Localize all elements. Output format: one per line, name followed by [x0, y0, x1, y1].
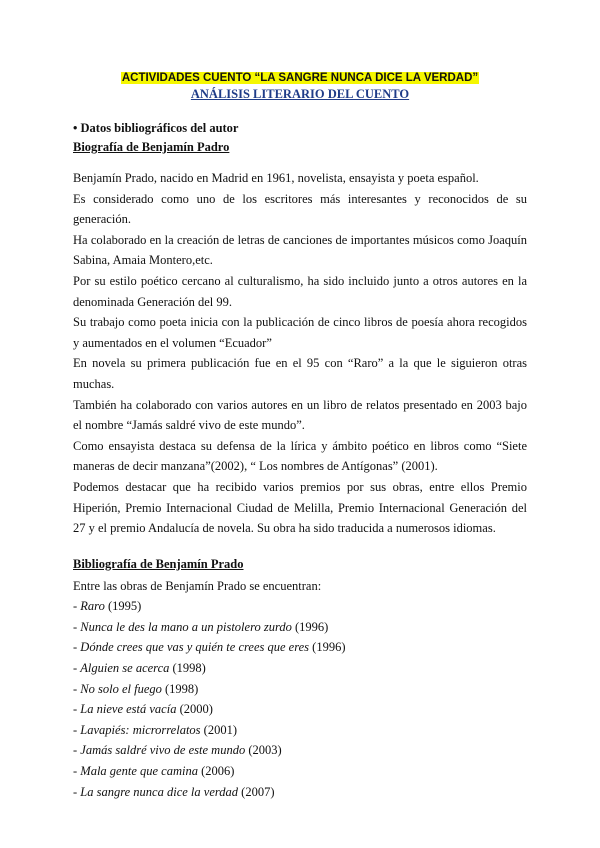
work-year: (1996)	[291, 619, 329, 634]
work-title: No solo el fuego	[80, 681, 162, 696]
list-dash: -	[73, 784, 81, 799]
list-dash: -	[73, 743, 81, 758]
work-title: La nieve está vacía	[80, 702, 177, 717]
work-title: Nunca le des la mano a un pistolero zurdo	[80, 619, 292, 634]
list-dash: -	[73, 661, 81, 676]
bio-paragraph: Podemos destacar que ha recibido varios premios por sus obras, entre ellos Premio Hiperión, Premio Internacional Ciudad de Melilla, Premio Internacional Generación del 27 y el premio Andalucía de novela. Su obra ha sido traducida a numerosos idiomas.	[73, 479, 527, 536]
bio-paragraph: Como ensayista destaca su defensa de la lírica y ámbito poético en libros como “Siete maneras de decir manzana”(2002), “ Los nombres de Antígonas” (2001).	[73, 438, 527, 474]
list-item	[73, 637, 527, 658]
work-year: (2000)	[176, 702, 213, 717]
list-item	[73, 720, 527, 741]
works-list	[73, 596, 527, 802]
work-year: (1998)	[169, 661, 206, 676]
bio-paragraph: Benjamín Prado, nacido en Madrid en 1961, novelista, ensayista y poeta español.	[73, 171, 479, 185]
list-dash: -	[73, 599, 81, 614]
work-title: Mala gente que camina	[80, 764, 198, 779]
list-dash: -	[73, 640, 81, 655]
bibliography-intro: Entre las obras de Benjamín Prado se encuentran:	[73, 578, 322, 593]
document-title	[73, 70, 527, 86]
list-item	[73, 782, 527, 803]
section-bullet-datos: • Datos bibliográficos del autor	[73, 121, 239, 135]
work-year: (2003)	[245, 743, 282, 758]
biography-body	[73, 168, 527, 539]
bio-paragraph: En novela su primera publicación fue en el 95 con “Raro” a la que le siguieron otras muchas.	[73, 356, 527, 391]
list-dash: -	[73, 722, 81, 737]
list-dash: -	[73, 764, 81, 779]
work-year: (1995)	[104, 599, 142, 614]
bio-paragraph: Ha colaborado en la creación de letras de canciones de importantes músicos como Joaquín Sabina, Amaia Montero,etc.	[73, 232, 527, 268]
work-year: (2001)	[200, 722, 237, 737]
work-year: (1996)	[309, 640, 346, 655]
work-title: Lavapiés: microrrelatos	[80, 722, 201, 737]
list-item	[73, 658, 527, 679]
work-year: (1998)	[161, 681, 199, 696]
work-year: (2007)	[238, 784, 275, 799]
work-title: Dónde crees que vas y quién te crees que eres	[80, 640, 310, 655]
work-title: La sangre nunca dice la verdad	[80, 784, 239, 799]
list-dash: -	[73, 681, 81, 696]
list-item	[73, 596, 527, 617]
list-item	[73, 679, 527, 700]
document-title-text: ACTIVIDADES CUENTO “LA SANGRE NUNCA DICE LA VERDAD”	[121, 72, 479, 84]
list-item	[73, 699, 527, 720]
list-item	[73, 740, 527, 761]
list-item	[73, 761, 527, 782]
biography-heading: Biografía de Benjamín Padro	[73, 140, 230, 154]
work-year: (2006)	[197, 764, 235, 779]
bibliography-heading: Bibliografía de Benjamín Prado	[73, 556, 244, 571]
work-title: Alguien se acerca	[80, 661, 170, 676]
work-title: Jamás saldré vivo de este mundo	[80, 743, 246, 758]
work-title: Raro	[80, 599, 105, 614]
bio-paragraph: Su trabajo como poeta inicia con la publicación de cinco libros de poesía ahora recogidos y aumentados en el volumen “Ecuador”	[73, 315, 527, 350]
document-subtitle: ANÁLISIS LITERARIO DEL CUENTO	[190, 87, 410, 101]
list-dash: -	[73, 619, 81, 634]
list-dash: -	[73, 702, 81, 717]
bio-paragraph: Por su estilo poético cercano al culturalismo, ha sido incluido junto a otros autores en la denominada Generación del 99.	[73, 273, 527, 309]
bio-paragraph: También ha colaborado con varios autores en un libro de relatos presentado en 2003 bajo el nombre “Jamás saldré vivo de este mundo”.	[73, 397, 527, 433]
bio-paragraph: Es considerado como uno de los escritores más interesantes y reconocidos de su generación.	[73, 191, 527, 227]
list-item	[73, 617, 527, 638]
